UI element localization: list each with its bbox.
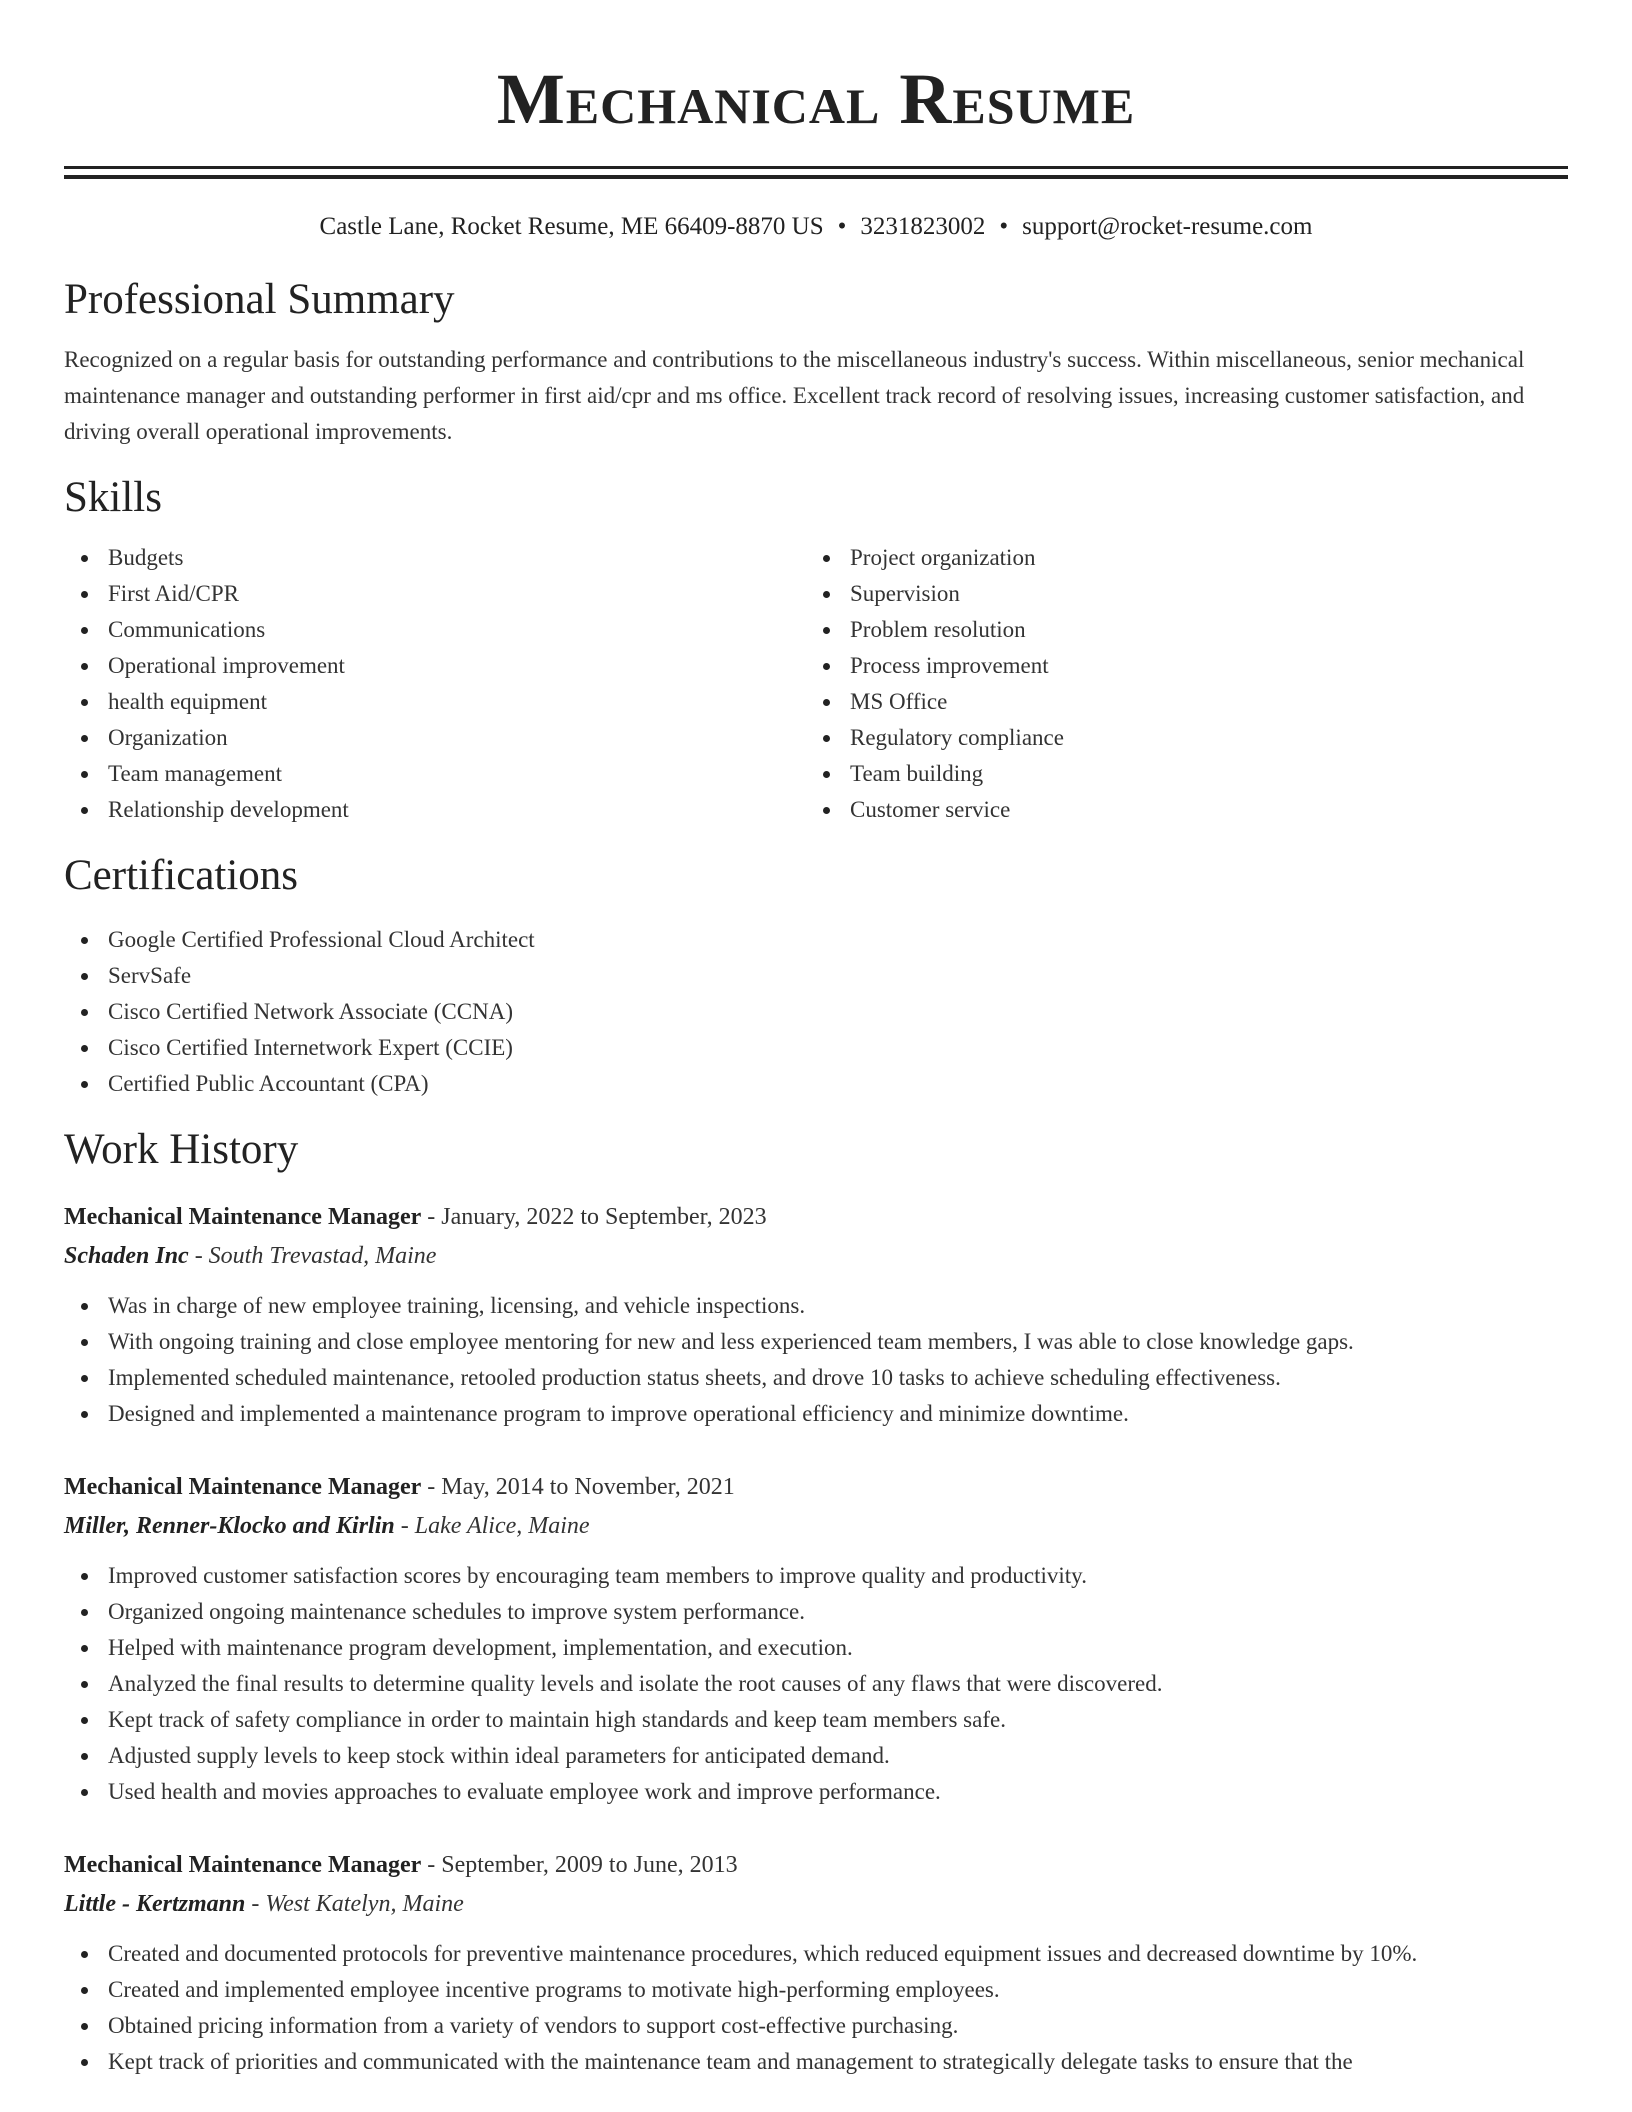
skill-item: Project organization <box>806 540 1548 576</box>
skill-item: Regulatory compliance <box>806 720 1548 756</box>
work-history-section <box>64 1124 1568 2080</box>
job-location: - West Katelyn, Maine <box>245 1891 464 1917</box>
skill-item: Organization <box>64 720 806 756</box>
certification-item: Google Certified Professional Cloud Architect <box>64 922 1568 958</box>
summary-text: Recognized on a regular basis for outstanding performance and contributions to the miscellaneous industry's success. Within miscellaneous, senior mechanical maintenance manager and outstanding performer in first aid/cpr and ms office. Excellent track record of resolving issues, increasing customer satisfaction, and driving overall operational improvements. <box>64 347 1525 444</box>
skills-grid <box>64 540 1568 828</box>
job-location: - South Trevastad, Maine <box>188 1243 437 1269</box>
skill-item: Budgets <box>64 540 806 576</box>
skill-item: Relationship development <box>64 792 806 828</box>
skills-heading: Skills <box>64 474 162 521</box>
job-title: Mechanical Maintenance Manager <box>64 1852 422 1878</box>
job-location: - Lake Alice, Maine <box>394 1513 590 1539</box>
summary-section <box>64 274 1568 450</box>
job-bullet: Organized ongoing maintenance schedules to improve system performance. <box>64 1594 1568 1630</box>
certifications-section <box>64 850 1568 1102</box>
certification-item: Certified Public Accountant (CPA) <box>64 1066 1568 1102</box>
job-company: Miller, Renner-Klocko and Kirlin <box>64 1513 395 1539</box>
job-employer <box>64 1236 1568 1276</box>
resume-page <box>64 0 1568 2080</box>
title-divider-top <box>64 166 1568 169</box>
contact-email: support@rocket-resume.com <box>1022 213 1313 240</box>
job-dates: - September, 2009 to June, 2013 <box>421 1852 738 1878</box>
job-entry <box>64 1198 1568 1432</box>
certification-item: Cisco Certified Network Associate (CCNA) <box>64 994 1568 1030</box>
job-employer <box>64 1506 1568 1546</box>
certification-item: Cisco Certified Internetwork Expert (CCIE) <box>64 1030 1568 1066</box>
resume-title: Mechanical Resume <box>496 59 1136 139</box>
job-header <box>64 1846 1568 1884</box>
title-divider-bottom <box>64 175 1568 179</box>
job-bullet: Implemented scheduled maintenance, retooled production status sheets, and drove 10 tasks to achieve scheduling effectiveness. <box>64 1360 1568 1396</box>
job-bullet: Was in charge of new employee training, licensing, and vehicle inspections. <box>64 1288 1568 1324</box>
contact-separator: • <box>837 213 847 240</box>
job-dates: - January, 2022 to September, 2023 <box>421 1204 767 1230</box>
skill-item: First Aid/CPR <box>64 576 806 612</box>
skill-item: health equipment <box>64 684 806 720</box>
skill-item: Team management <box>64 756 806 792</box>
job-bullet: Kept track of safety compliance in order to maintain high standards and keep team members safe. <box>64 1702 1568 1738</box>
certifications-heading: Certifications <box>64 852 299 899</box>
contact-address: Castle Lane, Rocket Resume, ME 66409-8870 US <box>319 213 824 240</box>
job-bullet: Created and documented protocols for preventive maintenance procedures, which reduced equipment issues and decreased downtime by 10%. <box>64 1936 1568 1972</box>
skill-item: Supervision <box>806 576 1548 612</box>
job-header <box>64 1468 1568 1506</box>
job-company: Schaden Inc <box>64 1243 189 1269</box>
job-entry <box>64 1468 1568 1810</box>
job-bullet: Used health and movies approaches to evaluate employee work and improve performance. <box>64 1774 1568 1810</box>
skills-list-left <box>64 540 806 828</box>
job-bullet: Improved customer satisfaction scores by encouraging team members to improve quality and productivity. <box>64 1558 1568 1594</box>
work-history-heading: Work History <box>64 1126 299 1173</box>
skill-item: Process improvement <box>806 648 1548 684</box>
skill-item: Team building <box>806 756 1548 792</box>
job-bullet: Designed and implemented a maintenance program to improve operational efficiency and minimize downtime. <box>64 1396 1568 1432</box>
skill-item: Customer service <box>806 792 1548 828</box>
job-dates: - May, 2014 to November, 2021 <box>421 1474 735 1500</box>
job-entry <box>64 1846 1568 2080</box>
job-bullet: With ongoing training and close employee mentoring for new and less experienced team members, I was able to close knowledge gaps. <box>64 1324 1568 1360</box>
contact-line <box>64 211 1568 243</box>
certification-item: ServSafe <box>64 958 1568 994</box>
contact-separator: • <box>999 213 1009 240</box>
certifications-list <box>64 922 1568 1102</box>
summary-heading: Professional Summary <box>64 276 455 323</box>
job-bullets <box>64 1288 1568 1432</box>
job-bullet: Kept track of priorities and communicated with the maintenance team and management to strategically delegate tasks to ensure that the <box>64 2044 1568 2080</box>
skill-item: Communications <box>64 612 806 648</box>
skills-list-right <box>806 540 1548 828</box>
job-employer <box>64 1884 1568 1924</box>
job-bullet: Created and implemented employee incentive programs to motivate high-performing employees. <box>64 1972 1568 2008</box>
job-header <box>64 1198 1568 1236</box>
skill-item: MS Office <box>806 684 1548 720</box>
job-bullet: Adjusted supply levels to keep stock within ideal parameters for anticipated demand. <box>64 1738 1568 1774</box>
contact-phone: 3231823002 <box>860 213 986 240</box>
job-bullets <box>64 1558 1568 1810</box>
job-bullets <box>64 1936 1568 2080</box>
job-title: Mechanical Maintenance Manager <box>64 1204 422 1230</box>
job-title: Mechanical Maintenance Manager <box>64 1474 422 1500</box>
job-company: Little - Kertzmann <box>64 1891 246 1917</box>
job-bullet: Helped with maintenance program development, implementation, and execution. <box>64 1630 1568 1666</box>
job-bullet: Analyzed the final results to determine quality levels and isolate the root causes of any flaws that were discovered. <box>64 1666 1568 1702</box>
skills-section <box>64 472 1568 828</box>
skill-item: Operational improvement <box>64 648 806 684</box>
job-bullet: Obtained pricing information from a variety of vendors to support cost-effective purchasing. <box>64 2008 1568 2044</box>
skill-item: Problem resolution <box>806 612 1548 648</box>
